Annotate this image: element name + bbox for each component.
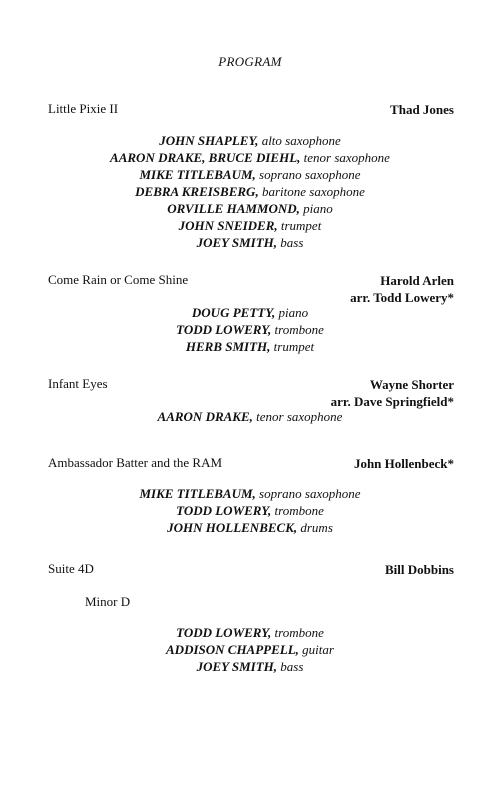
performer [0, 624, 500, 641]
performer-name: ORVILLE HAMMOND, [167, 201, 300, 216]
performer-instrument: soprano saxophone [255, 167, 361, 182]
performer-list [0, 408, 500, 425]
arranger-name: arr. Dave Springfield* [330, 394, 454, 409]
performer-name: TODD LOWERY, [176, 503, 272, 518]
performer [0, 166, 500, 183]
performer-instrument: tenor saxophone [300, 150, 390, 165]
performer-name: JOHN HOLLENBECK, [167, 520, 298, 535]
performer-list [0, 485, 500, 536]
performer-name: ADDISON CHAPPELL, [166, 642, 299, 657]
performer-instrument: trombone [271, 625, 324, 640]
composer [331, 376, 454, 410]
performer-instrument: trombone [271, 503, 324, 518]
performer-name: AARON DRAKE, BRUCE DIEHL, [110, 150, 301, 165]
performer [0, 132, 500, 149]
performer-list [0, 304, 500, 355]
performer-instrument: drums [297, 520, 333, 535]
composer [350, 272, 454, 306]
performer-name: MIKE TITLEBAUM, [139, 167, 256, 182]
performer-name: MIKE TITLEBAUM, [139, 486, 256, 501]
movement-title: Minor D [85, 594, 131, 609]
performer [0, 183, 500, 200]
performer-instrument: baritone saxophone [258, 184, 365, 199]
performer-name: JOHN SNEIDER, [178, 218, 278, 233]
arranger-name: arr. Todd Lowery* [350, 290, 454, 305]
performer [0, 200, 500, 217]
composer [385, 561, 454, 578]
performer [0, 408, 500, 425]
performer-instrument: piano [275, 305, 309, 320]
performer-name: TODD LOWERY, [176, 322, 272, 337]
performer [0, 485, 500, 502]
composer-name: Wayne Shorter [369, 377, 454, 392]
performer-name: TODD LOWERY, [176, 625, 272, 640]
performer-name: DEBRA KREISBERG, [135, 184, 259, 199]
performer [0, 217, 500, 234]
performer-instrument: alto saxophone [258, 133, 341, 148]
composer-name: Bill Dobbins [384, 562, 454, 577]
performer-list [0, 132, 500, 251]
performer-instrument: trombone [271, 322, 324, 337]
performer-name: JOEY SMITH, [196, 659, 278, 674]
piece-title: Suite 4D [48, 561, 94, 576]
performer-instrument: piano [299, 201, 333, 216]
piece-title: Ambassador Batter and the RAM [48, 455, 223, 470]
performer-name: JOEY SMITH, [196, 235, 278, 250]
performer-instrument: bass [277, 659, 304, 674]
performer [0, 234, 500, 251]
performer-list [0, 624, 500, 675]
performer [0, 641, 500, 658]
performer-instrument: tenor saxophone [252, 409, 343, 424]
performer [0, 519, 500, 536]
piece-title: Infant Eyes [48, 376, 108, 391]
composer [390, 101, 454, 118]
performer [0, 321, 500, 338]
performer-instrument: trumpet [270, 339, 315, 354]
performer-instrument: soprano saxophone [255, 486, 361, 501]
composer [354, 455, 454, 472]
performer-instrument: trumpet [277, 218, 322, 233]
performer-name: AARON DRAKE, [157, 409, 253, 424]
piece-title: Come Rain or Come Shine [48, 272, 189, 287]
performer [0, 149, 500, 166]
composer-name: John Hollenbeck* [353, 456, 454, 471]
performer [0, 658, 500, 675]
performer [0, 304, 500, 321]
performer [0, 338, 500, 355]
performer-instrument: bass [277, 235, 304, 250]
performer-name: HERB SMITH, [185, 339, 271, 354]
composer-name: Thad Jones [390, 102, 454, 117]
performer [0, 502, 500, 519]
performer-name: DOUG PETTY, [191, 305, 276, 320]
program-heading: PROGRAM [218, 54, 282, 69]
performer-name: JOHN SHAPLEY, [159, 133, 259, 148]
performer-instrument: guitar [298, 642, 334, 657]
composer-name: Harold Arlen [380, 273, 454, 288]
piece-title: Little Pixie II [48, 101, 119, 116]
